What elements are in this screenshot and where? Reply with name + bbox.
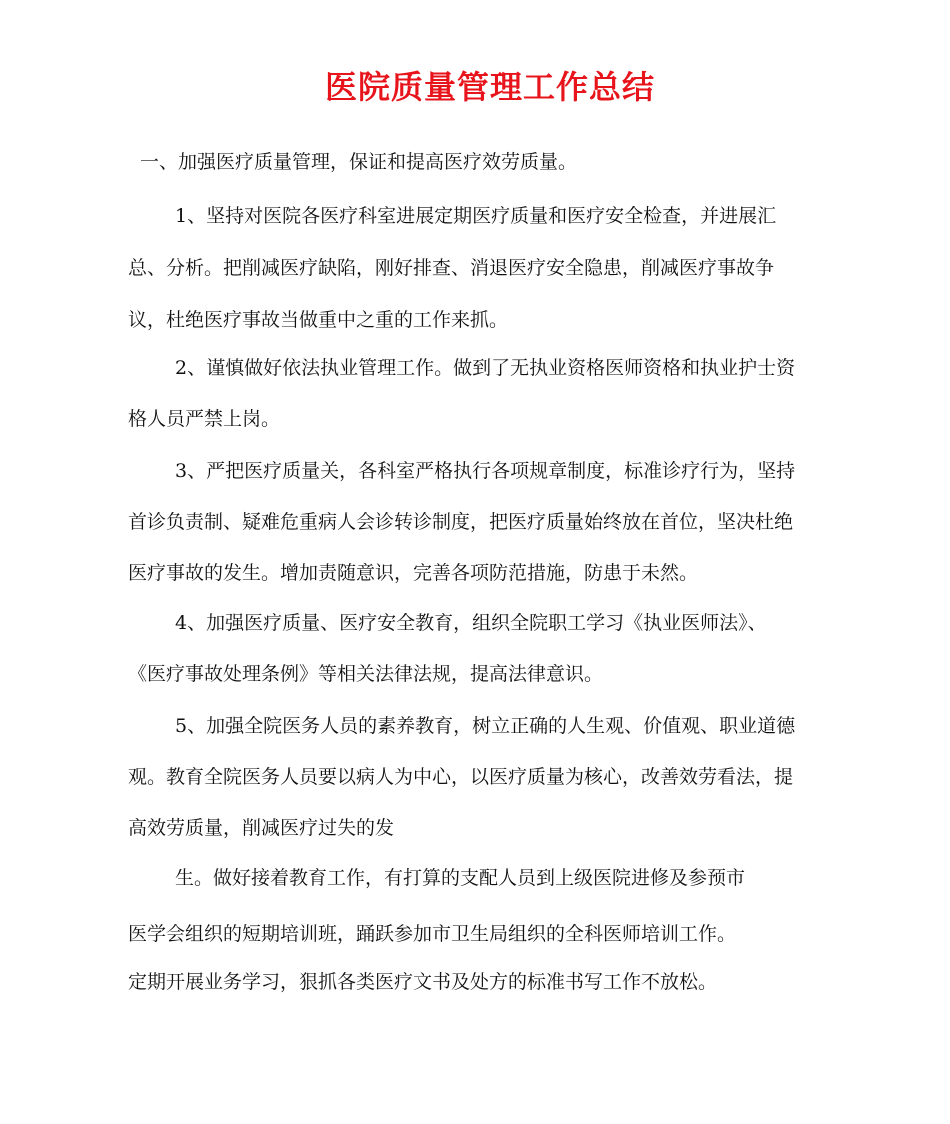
paragraph-line: 观。教育全院医务人员要以病人为中心，以医疗质量为核心，改善效劳看法，提 bbox=[128, 766, 794, 788]
paragraph-line: 1、坚持对医院各医疗科室进展定期医疗质量和医疗安全检查，并进展汇 bbox=[175, 205, 777, 227]
paragraph-line: 4、加强医疗质量、医疗安全教育，组织全院职工学习《执业医师法》、 bbox=[175, 612, 767, 634]
paragraph-line: 《医疗事故处理条例》等相关法律法规，提高法律意识。 bbox=[128, 663, 604, 685]
paragraph-line: 5、加强全院医务人员的素养教育，树立正确的人生观、价值观、职业道德 bbox=[175, 715, 796, 737]
paragraph-line: 医学会组织的短期培训班，踊跃参加市卫生局组织的全科医师培训工作。 bbox=[128, 923, 737, 945]
paragraph-line: 3、严把医疗质量关，各科室严格执行各项规章制度，标准诊疗行为，坚持 bbox=[175, 460, 796, 482]
paragraph-line: 2、谨慎做好依法执业管理工作。做到了无执业资格医师资格和执业护士资 bbox=[175, 357, 796, 379]
paragraph-line: 首诊负责制、疑难危重病人会诊转诊制度，把医疗质量始终放在首位，坚决杜绝 bbox=[128, 511, 794, 533]
paragraph-line: 议，杜绝医疗事故当做重中之重的工作来抓。 bbox=[128, 309, 509, 331]
document-title: 医院质量管理工作总结 bbox=[324, 68, 655, 106]
section-heading: 一、加强医疗质量管理，保证和提高医疗效劳质量。 bbox=[140, 151, 578, 173]
paragraph-line: 格人员严禁上岗。 bbox=[128, 408, 281, 430]
paragraph-line: 生。做好接着教育工作，有打算的支配人员到上级医院进修及参预市 bbox=[175, 867, 746, 889]
paragraph-line: 定期开展业务学习，狠抓各类医疗文书及处方的标准书写工作不放松。 bbox=[128, 971, 718, 993]
paragraph-line: 总、分析。把削减医疗缺陷，刚好排查、消退医疗安全隐患，削减医疗事故争 bbox=[128, 257, 775, 279]
paragraph-line: 医疗事故的发生。增加责随意识，完善各项防范措施，防患于未然。 bbox=[128, 562, 699, 584]
paragraph-line: 高效劳质量，削减医疗过失的发 bbox=[128, 817, 395, 839]
